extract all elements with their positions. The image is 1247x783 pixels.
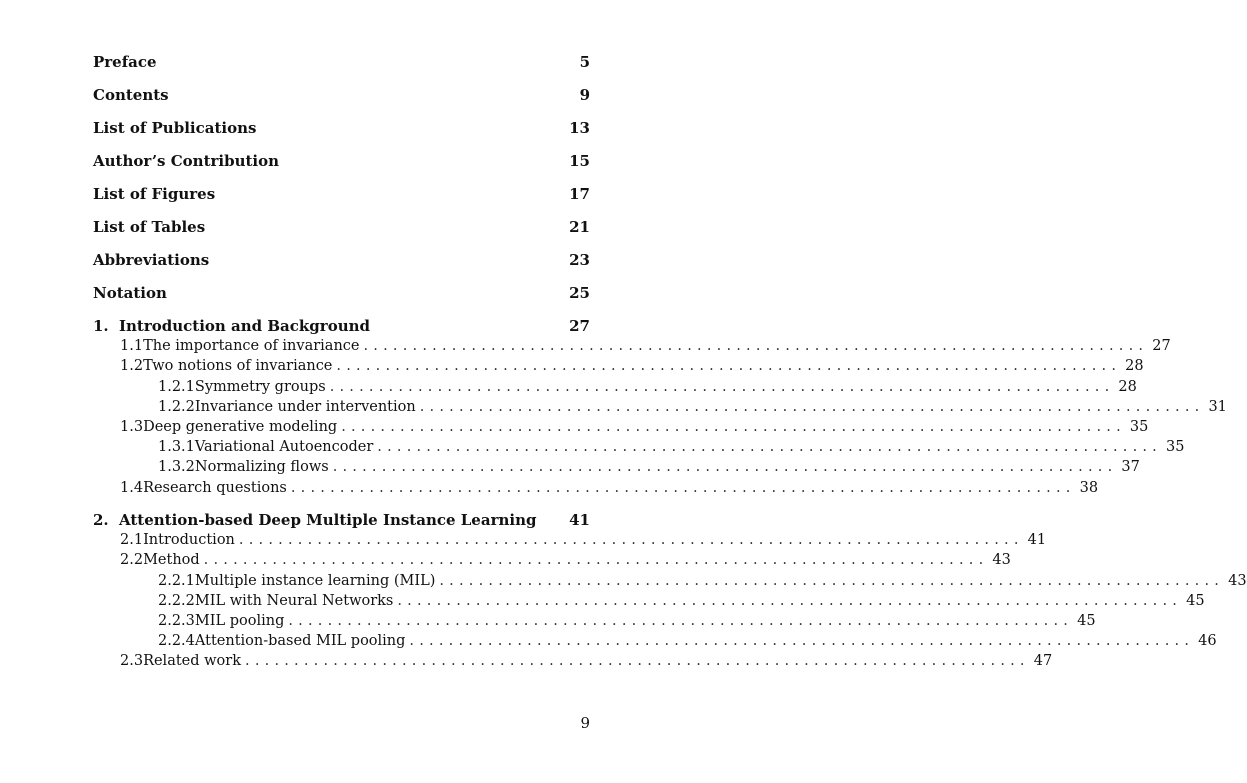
dot-leader: ................................................................................ — [419, 398, 1205, 415]
entry-title: Multiple instance learning (MIL) — [194, 572, 436, 589]
toc-entry[interactable] — [93, 85, 590, 105]
toc-entry[interactable] — [93, 437, 1185, 457]
toc-entry[interactable] — [93, 52, 590, 72]
toc-entry[interactable] — [93, 336, 1171, 356]
entry-page: 21 — [569, 218, 590, 236]
entry-number: 1.2.2 — [158, 398, 195, 415]
toc-entry[interactable] — [93, 510, 590, 530]
entry-title: MIL pooling — [194, 613, 285, 629]
toc-entry[interactable] — [93, 397, 1227, 417]
toc-entry[interactable] — [93, 184, 590, 204]
entry-title: List of Tables — [93, 218, 206, 236]
entry-page: 43 — [1228, 572, 1247, 589]
entry-page: 31 — [1208, 398, 1227, 415]
entry-number: 2.2.3 — [158, 613, 195, 629]
entry-title: Author’s Contribution — [93, 152, 280, 170]
entry-number: 2.2.4 — [158, 633, 195, 650]
entry-page: 41 — [569, 511, 590, 529]
entry-page: 47 — [1033, 653, 1053, 670]
toc-entry[interactable] — [93, 530, 1047, 550]
entry-page: 28 — [1118, 378, 1137, 395]
entry-title: Normalizing flows — [194, 459, 329, 476]
toc-entry[interactable] — [93, 377, 1137, 397]
entry-number: 2.3 — [120, 653, 144, 670]
toc-entry[interactable] — [93, 550, 1011, 570]
entry-number: 2.1 — [120, 532, 144, 549]
toc-entry[interactable] — [93, 478, 1099, 498]
entry-page: 43 — [992, 552, 1011, 569]
entry-number: 1.1 — [120, 338, 144, 355]
dot-leader: ................................................................................ — [290, 479, 1076, 496]
entry-page: 45 — [1077, 613, 1096, 629]
entry-page: 15 — [569, 152, 590, 170]
entry-number: 1.3 — [120, 419, 144, 435]
entry-title: List of Figures — [93, 185, 216, 203]
entry-title: Introduction and Background — [119, 317, 371, 335]
dot-leader: ................................................................................ — [336, 358, 1122, 375]
page-number: 9 — [580, 714, 590, 732]
entry-title: Attention-based MIL pooling — [194, 633, 406, 650]
dot-leader: ................................................................................ — [341, 419, 1126, 435]
entry-title: Invariance under intervention — [194, 398, 416, 415]
dot-leader: ................................................................................ — [363, 338, 1149, 355]
toc-entry[interactable] — [93, 118, 590, 138]
entry-page: 35 — [1129, 419, 1149, 435]
entry-title: Related work — [143, 653, 242, 670]
entry-page: 27 — [569, 317, 590, 335]
toc-entry[interactable] — [93, 457, 1140, 477]
toc-entry[interactable] — [93, 316, 590, 336]
dot-leader: ................................................................................ — [329, 378, 1115, 395]
entry-number: 1.3.2 — [158, 459, 195, 476]
dot-leader: ................................................................................ — [439, 572, 1225, 589]
entry-page: 37 — [1121, 459, 1140, 476]
entry-page: 38 — [1079, 479, 1099, 496]
entry-page: 35 — [1166, 439, 1185, 456]
toc-entry[interactable] — [93, 217, 590, 237]
dot-leader: ................................................................................ — [397, 592, 1183, 609]
toc-entry[interactable] — [93, 651, 1053, 671]
toc-entry[interactable] — [93, 591, 1205, 611]
dot-leader: ................................................................................ — [245, 653, 1030, 670]
entry-page: 5 — [579, 53, 590, 71]
entry-page: 28 — [1125, 358, 1144, 375]
entry-number: 1. — [93, 317, 109, 335]
toc-entry[interactable] — [93, 151, 590, 171]
toc-entry[interactable] — [93, 283, 590, 303]
entry-title: Research questions — [143, 479, 287, 496]
entry-number: 1.2.1 — [158, 378, 195, 395]
entry-number: 2. — [93, 511, 109, 529]
entry-page: 45 — [1186, 592, 1205, 609]
entry-title: The importance of invariance — [143, 338, 360, 355]
entry-title: Notation — [93, 284, 167, 302]
entry-page: 46 — [1198, 633, 1217, 650]
entry-page: 23 — [569, 251, 590, 269]
entry-page: 17 — [569, 185, 590, 203]
entry-title: Preface — [93, 53, 157, 71]
entry-title: Deep generative modeling — [143, 419, 338, 435]
entry-page: 25 — [569, 284, 590, 302]
dot-leader: ................................................................................ — [203, 552, 989, 569]
entry-title: Contents — [93, 86, 169, 104]
entry-number: 1.2 — [120, 358, 144, 375]
entry-title: Introduction — [143, 532, 235, 549]
dot-leader: ................................................................................ — [288, 613, 1074, 629]
entry-title: MIL with Neural Networks — [194, 592, 394, 609]
toc-entry[interactable] — [93, 417, 1149, 437]
toc-entry[interactable] — [93, 250, 590, 270]
entry-page: 41 — [1027, 532, 1047, 549]
entry-title: Abbreviations — [93, 251, 210, 269]
entry-number: 2.2.1 — [158, 572, 195, 589]
toc-entry[interactable] — [93, 631, 1217, 651]
toc-entry[interactable] — [93, 356, 1144, 376]
dot-leader: ................................................................................ — [332, 459, 1118, 476]
entry-number: 2.2.2 — [158, 592, 195, 609]
entry-title: Variational Autoencoder — [194, 439, 374, 456]
entry-page: 9 — [579, 86, 590, 104]
entry-title: List of Publications — [93, 119, 257, 137]
entry-number: 1.3.1 — [158, 439, 195, 456]
entry-title: Symmetry groups — [194, 378, 326, 395]
entry-title: Method — [143, 552, 200, 569]
toc-entry[interactable] — [93, 611, 1096, 631]
entry-page: 27 — [1152, 338, 1171, 355]
dot-leader: ................................................................................ — [377, 439, 1162, 456]
entry-title: Attention-based Deep Multiple Instance Learning — [119, 511, 537, 529]
entry-title: Two notions of invariance — [143, 358, 333, 375]
toc-entry[interactable] — [93, 571, 1247, 591]
entry-page: 13 — [569, 119, 590, 137]
dot-leader: ................................................................................ — [238, 532, 1024, 549]
dot-leader: ................................................................................ — [409, 633, 1195, 650]
entry-number: 2.2 — [120, 552, 144, 569]
entry-number: 1.4 — [120, 479, 144, 496]
